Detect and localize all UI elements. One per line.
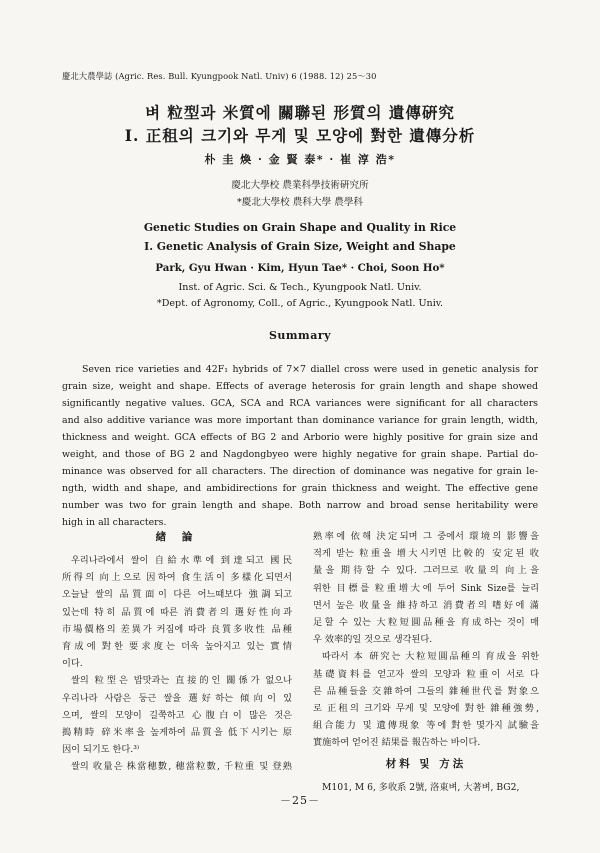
summary-line: number was two for grain length and shape. Both narrow and broad sense heritability were — [62, 500, 538, 511]
body-line: 쌀의 收量은 株當穗數, 穗當粒數, 千粒重 및 登熟 — [71, 761, 292, 773]
body-line: 있는데 特히 品質에 따른 消費者의 選好性向과 — [62, 606, 292, 618]
body-line: 으며, 쌀의 모양이 길쭉하고 心腹白이 많은 것은 — [62, 709, 292, 721]
body-line: 組合能力 및 遺傳現象 等에 對한 몇가지 試驗을 — [313, 720, 539, 732]
summary-line: grain size, weight and shape. Effects of average heterosis for grain length and shape showed — [62, 381, 538, 392]
body-line: 量을 期待할 수 있다. 그러므로 收量의 向上을 — [313, 565, 539, 577]
body-line: 오늘날 쌀의 品質面이 다른 어느때보다 強調되고 — [62, 589, 292, 601]
body-line: 基礎資料를 얻고자 쌀의 모양과 粒重이 서로 다 — [313, 668, 539, 680]
summary-line: significantly negative values. GCA, SCA and RCA variances were significant for all characters — [62, 398, 538, 409]
english-title-line-1: Genetic Studies on Grain Shape and Quality in Rice — [143, 221, 457, 234]
body-line: 市場價格의 差異가 커짐에 따라 良質多收性 品種 — [62, 623, 292, 635]
summary-line: Seven rice varieties and 42F₁ hybrids of 7×7 diallel cross were used in genetic analysis for — [82, 364, 538, 375]
body-line: 이다. — [62, 658, 83, 670]
body-line: 因이 되기도 한다.³⁾ — [62, 744, 140, 756]
right-column — [313, 528, 539, 797]
korean-title-line-1: 벼 粒型과 米質에 關聯된 形質의 遺傳硏究 — [145, 103, 455, 122]
body-line: 쌀의 粒型은 밥맛과는 直接的인 關係가 없으나 — [71, 675, 292, 687]
english-affiliation-2: *Dept. of Agronomy, Coll., of Agric., Kyungpook Natl. Univ. — [156, 298, 444, 309]
summary-line: and also additive variance was more important than dominance variance for grain length, width, — [62, 415, 538, 426]
english-title-line-2: Ⅰ. Genetic Analysis of Grain Size, Weight and Shape — [144, 240, 456, 253]
page-number: －25－ — [280, 794, 320, 807]
body-line: 른 品種들을 交雜하여 그들의 雜種世代를 對象으 — [313, 685, 539, 697]
introduction-heading: 緖 論 — [155, 531, 199, 543]
body-line: 우리나라에서 쌀이 自給水準에 到達되고 國民 — [71, 555, 292, 566]
body-line: 熟率에 依해 決定되며 그 중에서 環境의 影響을 — [313, 531, 539, 542]
summary-line: thickness and weight. GCA effects of BG 2 and Arborio were highly positive for grain size and — [62, 432, 538, 443]
summary-line: ngth, width and shape, and ambidirections for grain thickness and weight. The effective gene — [62, 483, 538, 494]
korean-title-line-2: Ⅰ. 正租의 크기와 무게 및 모양에 對한 遺傳分析 — [124, 126, 476, 145]
body-line: 우리나라 사람은 둥근 쌀을 選好하는 傾向이 있 — [62, 692, 292, 704]
summary-line: weight, and those of BG 2 and Nagdongbyeo were highly negative for grain shape. Partial do- — [62, 449, 538, 460]
summary-line: minance was observed for all characters. The direction of dominance was negative for grain le- — [62, 466, 538, 477]
body-line: 로 正租의 크기와 무게 및 모양에 對한 雜種強勢, — [313, 702, 539, 714]
body-line: 따라서 本 硏究는 大粒短圓品種의 育成을 위한 — [322, 651, 539, 663]
left-column — [62, 528, 292, 775]
summary-line: high in all characters. — [62, 517, 167, 528]
methods-heading: 材料 및 方法 — [385, 758, 467, 771]
body-line: 搗精時 碎米率을 높게하여 品質을 低下시키는 原 — [62, 726, 292, 738]
body-line: 實施하여 얻어진 結果를 報告하는 바이다. — [313, 737, 481, 749]
korean-affiliation-1: 慶北大學校 農業科學技術硏究所 — [231, 180, 369, 191]
body-line: 育成에 對한 要求度는 더욱 높아지고 있는 實情 — [62, 640, 292, 652]
summary-heading: Summary — [268, 329, 332, 342]
english-affiliation-1: Inst. of Agric. Sci. & Tech., Kyungpook Natl. Univ. — [178, 282, 422, 293]
english-authors: Park, Gyu Hwan · Kim, Hyun Tae* · Choi, Soon Ho* — [155, 262, 445, 274]
summary-body — [62, 361, 538, 531]
body-line: 적게 받는 粒重을 增大시키면 比較的 安定된 收 — [313, 548, 539, 560]
body-line: M101, M 6, 多收系 2號, 洛東벼, 大著벼, BG2, — [322, 782, 520, 794]
korean-affiliation-2: *慶北大學校 農科大學 農學科 — [236, 197, 364, 208]
body-line: 우 效率的일 것으로 생각된다. — [313, 634, 433, 646]
journal-header: 慶北大農學誌 (Agric. Res. Bull. Kyungpook Natl. Univ) 6 (1988. 12) 25～30 — [62, 71, 377, 81]
body-line: 所得의 向上으로 因하여 食生活이 多樣化되면서 — [62, 572, 292, 584]
korean-authors: 朴 圭 煥 · 金 賢 泰* · 崔 淳 浩* — [204, 153, 396, 166]
body-line: 위한 目標를 粒重增大에 두어 Sink Size를 늘리 — [313, 582, 539, 594]
body-line: 足할 수 있는 大粒短圓品種을 育成하는 것이 매 — [313, 616, 539, 628]
body-line: 면서 높은 收量을 維持하고 消費者의 嗜好에 滿 — [313, 599, 539, 611]
